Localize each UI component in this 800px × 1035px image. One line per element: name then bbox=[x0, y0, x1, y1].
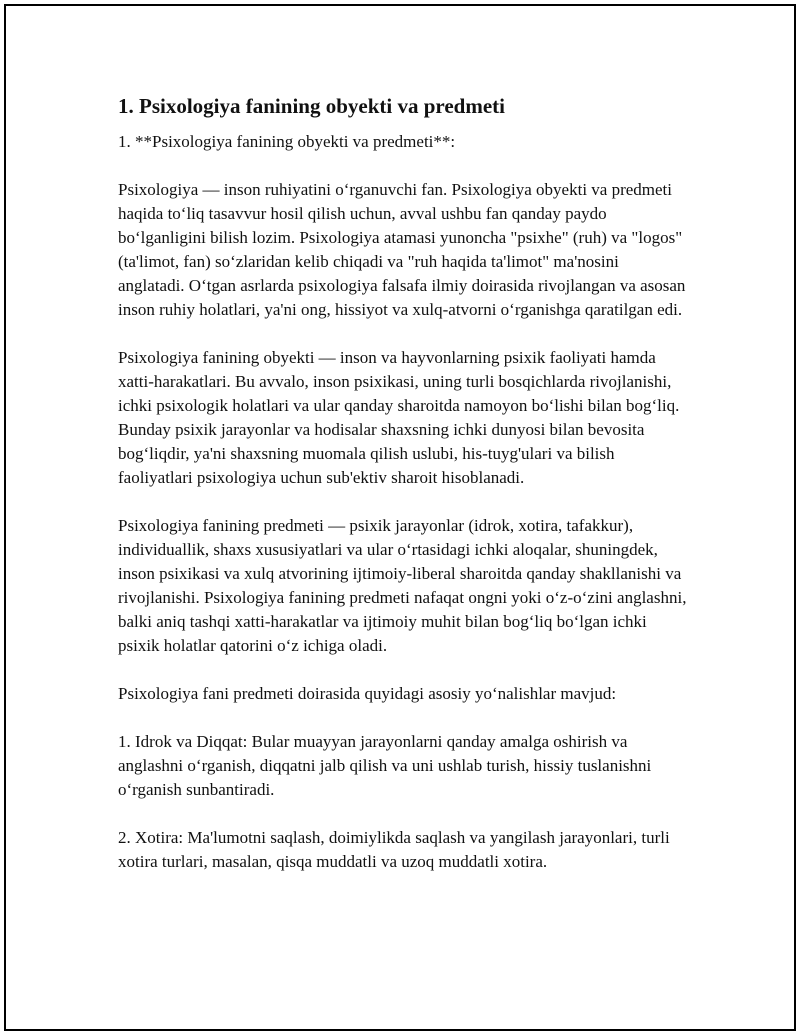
document-title: 1. Psixologiya fanining obyekti va predmeti bbox=[118, 94, 505, 118]
document-body bbox=[118, 92, 688, 898]
paragraph-intro: Psixologiya — inson ruhiyatini o‘rganuvchi fan. Psixologiya obyekti va predmeti haqida to‘liq tasavvur hosil qilish uchun, avval ushbu fan qanday paydo bo‘lganligini bilish lozim. Psixologiya atamasi yunoncha "psixhe" (ruh) va "logos" (ta'limot, fan) so‘zlaridan kelib chiqadi va "ruh haqida ta'limot" ma'nosini anglatadi. O‘tgan asrlarda psixologiya falsafa ilmiy doirasida rivojlangan va asosan inson ruhiy holatlari, ya'ni ong, hissiyot va xulq-atvorni o‘rganishga qaratilgan edi. bbox=[118, 180, 686, 319]
paragraph-subject: Psixologiya fanining predmeti — psixik jarayonlar (idrok, xotira, tafakkur), individuallik, shaxs xususiyatlari va ular o‘rtasidagi ichki aloqalar, shuningdek, inson psixikasi va xulq atvorining ijtimoiy-liberal sharoitda qanday shakllanishi va rivojlanishi. Psixologiya fanining predmeti nafaqat ongni yoki o‘z-o‘zini anglashni, balki aniq tashqi xatti-harakatlar va ijtimoiy muhit bilan bog‘liq bo‘lgan ichki psixik holatlar qatorini o‘z ichiga oladi. bbox=[118, 516, 687, 655]
list-item-perception: 1. Idrok va Diqqat: Bular muayyan jarayonlarni qanday amalga oshirish va anglashni o‘rganish, diqqatni jalb qilish va uni ushlab turish, hissiy tuslanishni o‘rganish sunbantiradi. bbox=[118, 732, 652, 799]
paragraph-subheading: 1. **Psixologiya fanining obyekti va predmeti**: bbox=[118, 132, 456, 151]
paragraph-directions-intro: Psixologiya fani predmeti doirasida quyidagi asosiy yo‘nalishlar mavjud: bbox=[118, 684, 617, 703]
list-item-memory: 2. Xotira: Ma'lumotni saqlash, doimiylikda saqlash va yangilash jarayonlari, turli xotira turlari, masalan, qisqa muddatli va uzoq muddatli xotira. bbox=[118, 828, 670, 871]
paragraph-object: Psixologiya fanining obyekti — inson va hayvonlarning psixik faoliyati hamda xatti-harakatlari. Bu avvalo, inson psixikasi, uning turli bosqichlarda rivojlanishi, ichki psixologik holatlari va ular qanday sharoitda namoyon bo‘lishi bilan bog‘liq. Bunday psixik jarayonlar va hodisalar shaxsning ichki dunyosi bilan bevosita bog‘liqdir, ya'ni shaxsning muomala qilish uslubi, his-tuyg'ulari va bilish faoliyatlari psixologiya uchun sub'ektiv sharoit hisoblanadi. bbox=[118, 348, 680, 487]
